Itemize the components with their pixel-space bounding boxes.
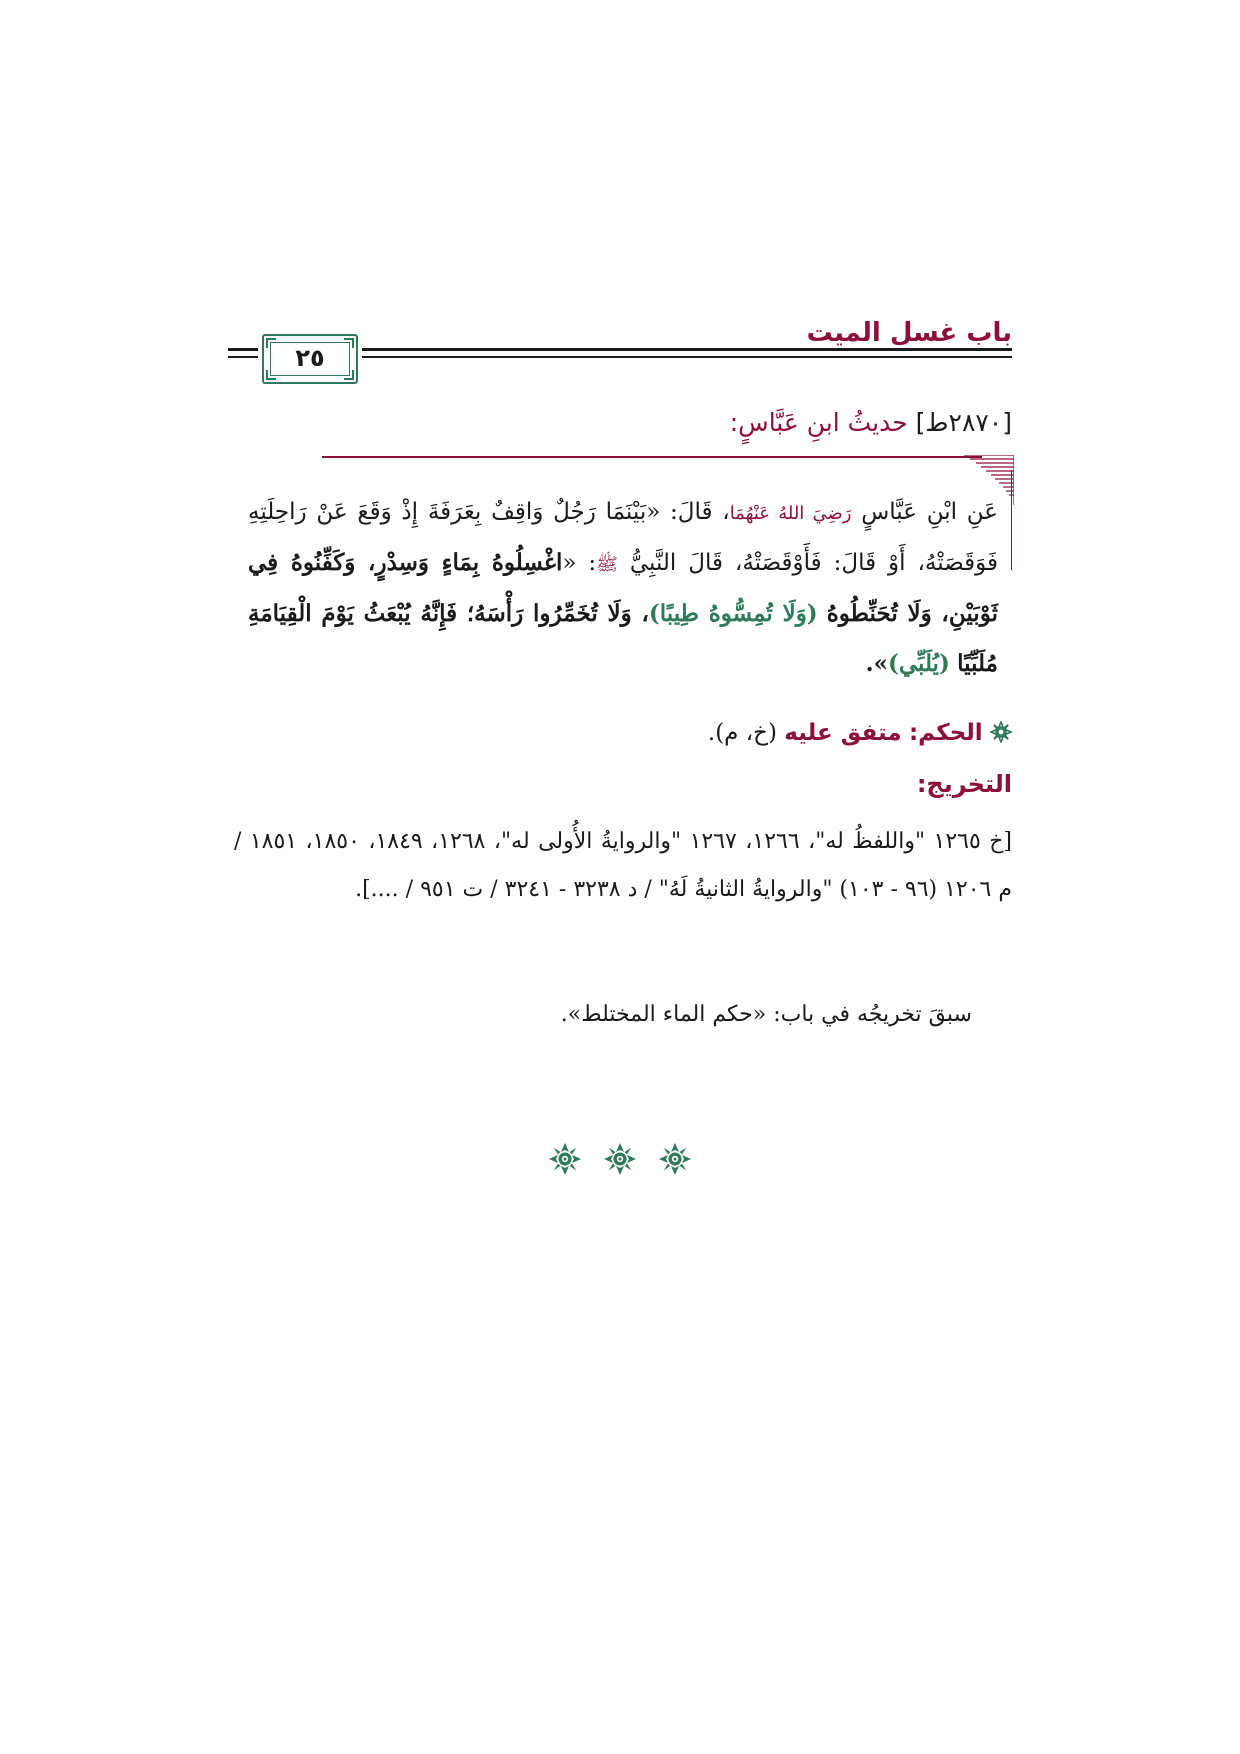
hadith-title: حديثُ ابنِ عَبَّاسٍ: <box>729 408 908 437</box>
narration-text: : « <box>562 550 597 576</box>
radiallahu-anhuma-symbol: رَضِيَ اللهُ عَنْهُمَا <box>729 503 852 524</box>
flower-bullet-icon <box>990 721 1012 743</box>
section-end-ornaments <box>0 1142 1240 1180</box>
cross-reference-note: سبقَ تخريجُه في باب: «حكم الماء المختلط». <box>560 1002 972 1027</box>
ruling-source: (خ، م). <box>707 720 777 746</box>
chapter-title: باب غسل الميت <box>806 318 1012 348</box>
ruling-value: متفق عليه <box>784 720 902 746</box>
flower-ornament-icon <box>658 1142 692 1176</box>
variant-wording: (وَلَا تُمِسُّوهُ طِيبًا) <box>648 600 818 627</box>
narration-text: عَنِ ابْنِ عَبَّاسٍ <box>861 499 999 525</box>
ruling-line <box>708 720 1012 746</box>
quote-end: ». <box>865 650 888 677</box>
decorative-line-top <box>322 456 982 458</box>
salawat-symbol: ﷺ <box>596 554 618 575</box>
header-rule-left-top <box>228 348 258 351</box>
page-number-badge <box>262 334 358 384</box>
hadith-heading <box>730 408 1012 437</box>
flower-ornament-icon <box>603 1142 637 1176</box>
hadith-number: [٢٨٧٠ط] <box>915 408 1012 437</box>
header-rule-right-bottom <box>362 356 1012 358</box>
flower-ornament-icon <box>548 1142 582 1176</box>
header-rule-right-top <box>362 348 1012 351</box>
narration-text: ، قَالَ: «بَيْنَمَا رَجُلٌ وَاقِفٌ بِعَرَفَةَ إِذْ وَقَعَ عَنْ رَاحِلَتِهِ فَوَقَصَتْهُ، أَوْ قَالَ: فَأَوْقَصَتْهُ، قَالَ النَّبِيُّ <box>248 499 999 576</box>
prophetic-quote: ، وَلَا تُخَمِّرُوا رَأْسَهُ؛ فَإِنَّهُ يُبْعَثُ يَوْمَ الْقِيَامَةِ مُلَبِّيًا <box>248 600 998 677</box>
hadith-text <box>248 488 998 689</box>
page-number: ٢٥ <box>295 344 325 372</box>
header-rule-left-bottom <box>228 356 258 358</box>
takhrij-label: التخريج: <box>916 770 1012 798</box>
takhrij-text: [خ ١٢٦٥ "واللفظُ له"، ١٢٦٦، ١٢٦٧ "والروايةُ الأُولى له"، ١٢٦٨، ١٨٤٩، ١٨٥٠، ١٨٥١ / م ١٢٠٦ (٩٦ - ١٠٣) "والروايةُ الثانيةُ لَهُ" / د ٣٢٣٨ - ٣٢٤١ / ت ٩٥١ / ....]. <box>234 829 1013 902</box>
variant-wording: (يُلَبِّي) <box>887 650 950 677</box>
prophetic-quote: اغْسِلُوهُ بِمَاءٍ وَسِدْرٍ، وَكَفِّنُوهُ فِي ثَوْبَيْنِ، وَلَا تُحَنِّطُوهُ <box>248 549 998 627</box>
ruling-label: الحكم: <box>908 720 983 746</box>
